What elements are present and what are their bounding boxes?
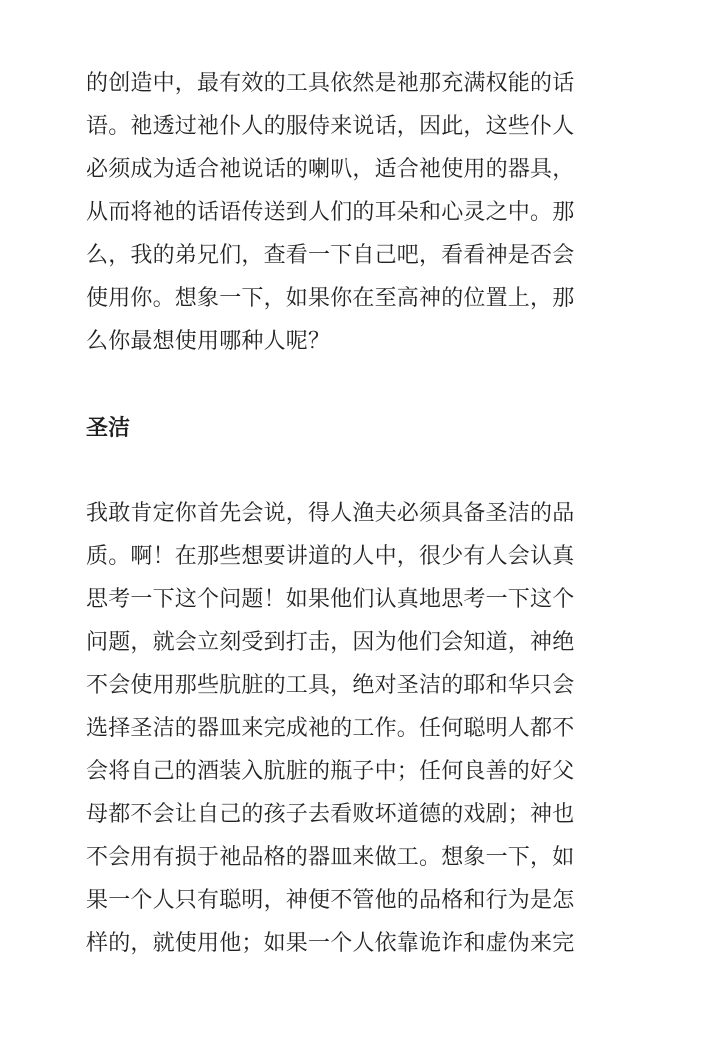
paragraph-line: 样的，就使用他；如果一个人依靠诡诈和虚伪来完 — [86, 931, 575, 956]
paragraph-line: 必须成为适合祂说话的喇叭，适合祂使用的器具， — [86, 157, 575, 182]
paragraph-line: 母都不会让自己的孩子去看败坏道德的戏剧；神也 — [86, 802, 575, 827]
paragraph-line: 语。祂透过祂仆人的服侍来说话，因此，这些仆人 — [86, 114, 575, 139]
paragraph-line: 会将自己的酒装入肮脏的瓶子中；任何良善的好父 — [86, 759, 575, 784]
paragraph-line: 果一个人只有聪明，神便不管他的品格和行为是怎 — [86, 888, 575, 913]
paragraph-line: 的创造中，最有效的工具依然是祂那充满权能的话 — [86, 71, 575, 96]
paragraph-line: 质。啊！在那些想要讲道的人中，很少有人会认真 — [86, 544, 575, 569]
heading-spacer — [86, 450, 614, 492]
paragraph-line: 不会使用那些肮脏的工具，绝对圣洁的耶和华只会 — [86, 673, 575, 698]
paragraph-line: 从而将祂的话语传送到人们的耳朵和心灵之中。那 — [86, 200, 575, 225]
section-paragraph — [86, 492, 614, 965]
paragraph-line: 思考一下这个问题！如果他们认真地思考一下这个 — [86, 587, 575, 612]
paragraph-line: 问题，就会立刻受到打击，因为他们会知道，神绝 — [86, 630, 575, 655]
intro-paragraph — [86, 62, 614, 363]
paragraph-line: 么你最想使用哪种人呢？ — [86, 329, 331, 354]
paragraph-line: 我敢肯定你首先会说，得人渔夫必须具备圣洁的品 — [86, 501, 575, 526]
paragraph-line: 么，我的弟兄们，查看一下自己吧，看看神是否会 — [86, 243, 575, 268]
section-heading: 圣洁 — [86, 416, 131, 441]
paragraph-line: 使用你。想象一下，如果你在至高神的位置上，那 — [86, 286, 575, 311]
paragraph-line: 不会用有损于祂品格的器皿来做工。想象一下，如 — [86, 845, 575, 870]
paragraph-spacer — [86, 363, 614, 407]
paragraph-line: 选择圣洁的器皿来完成祂的工作。任何聪明人都不 — [86, 716, 575, 741]
